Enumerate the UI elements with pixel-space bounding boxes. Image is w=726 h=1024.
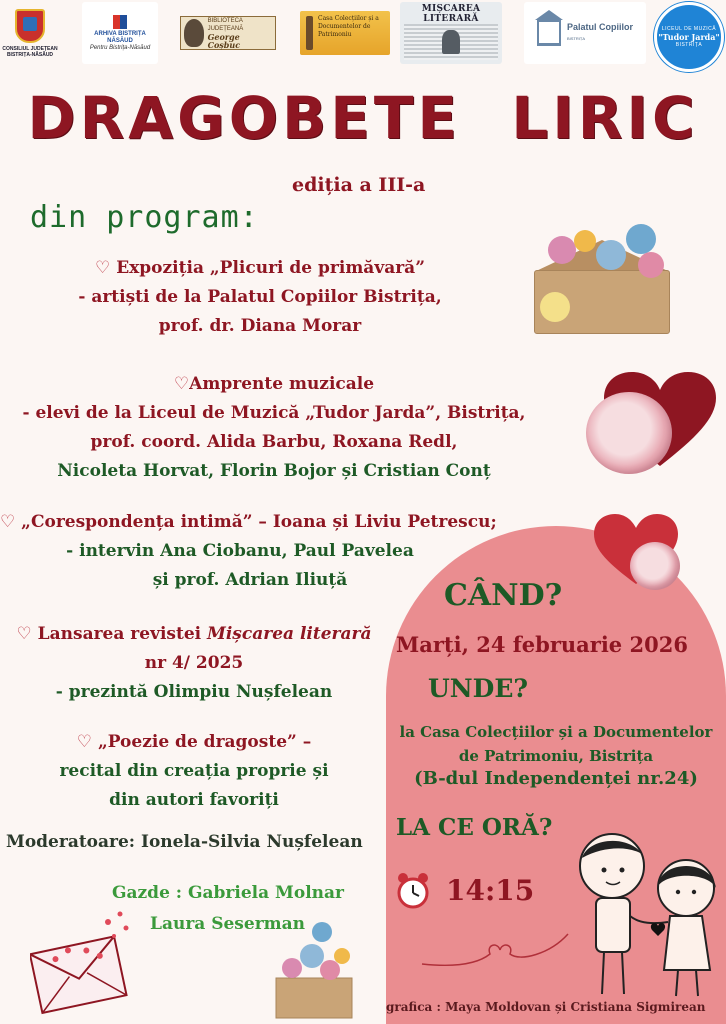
county-council-logo bbox=[0, 2, 60, 64]
wax-seal-icon bbox=[586, 392, 672, 474]
program-item-magazine-launch bbox=[4, 620, 384, 707]
place-line: de Patrimoniu, Bistrița bbox=[458, 747, 654, 765]
heart-string-decoration bbox=[420, 924, 570, 974]
item-detail: - elevi de la Liceul de Muzică „Tudor Jarda”, Bistrița, bbox=[22, 403, 526, 423]
liceu-logo-top: LICEUL DE MUZICĂ bbox=[661, 26, 717, 32]
pen-icon bbox=[306, 16, 313, 50]
item-detail: și prof. Adrian Iliuță bbox=[152, 570, 348, 590]
host-line: Laura Seserman bbox=[150, 914, 306, 934]
graphics-credit: grafica : Maya Moldovan și Cristiana Sigmirean bbox=[386, 1000, 706, 1014]
heart-icon: ♡ bbox=[95, 258, 111, 278]
miscarea-literara-logo bbox=[400, 2, 502, 64]
item-title: „Poezie de dragoste” – bbox=[97, 732, 312, 752]
flower-envelope-illustration bbox=[534, 230, 670, 334]
item-title: Expoziția „Plicuri de primăvară” bbox=[116, 258, 425, 278]
item-detail: - artiști de la Palatul Copiilor Bistrița, bbox=[78, 287, 442, 307]
program-item-poetry bbox=[14, 728, 374, 815]
poster-title: DRAGOBETE LIRIC bbox=[27, 84, 699, 152]
host-line: Gazde : Gabriela Molnar bbox=[112, 883, 344, 903]
archive-logo bbox=[82, 2, 158, 64]
alarm-clock-icon bbox=[394, 872, 432, 910]
archive-logo-text: ARHIVA BISTRIȚA NĂSĂUD bbox=[94, 31, 146, 44]
library-logo bbox=[180, 2, 276, 64]
program-item-music bbox=[14, 370, 534, 486]
item-detail: din autori favoriți bbox=[109, 790, 279, 810]
where-heading: UNDE? bbox=[428, 674, 529, 703]
county-shield-icon bbox=[15, 9, 45, 43]
item-detail: - intervin Ana Ciobanu, Paul Pavelea bbox=[66, 541, 414, 561]
heart-icon: ♡ bbox=[173, 374, 190, 394]
event-place bbox=[386, 720, 726, 768]
item-detail: - prezintă Olimpiu Nușfelean bbox=[55, 682, 333, 702]
portrait-icon bbox=[184, 19, 204, 47]
flower-envelope-small-illustration bbox=[268, 916, 360, 1020]
item-detail: Nicoleta Horvat, Florin Bojor și Cristian Conț bbox=[57, 461, 491, 481]
item-detail: prof. dr. Diana Morar bbox=[158, 316, 362, 336]
program-item-exhibition bbox=[20, 254, 500, 341]
item-title: Lansarea revistei bbox=[37, 624, 208, 644]
when-heading: CÂND? bbox=[444, 578, 563, 613]
liceu-logo-city: BISTRIȚA bbox=[675, 42, 703, 48]
palace-icon bbox=[537, 20, 561, 46]
palat-logo-text: Palatul Copiilor BISTRIȚA bbox=[566, 22, 633, 41]
heart-icon: ♡ bbox=[0, 512, 16, 532]
event-date: Marți, 24 februarie 2026 bbox=[396, 632, 688, 657]
place-line: la Casa Colecțiilor și a Documentelor bbox=[399, 723, 713, 741]
heart-icon: ♡ bbox=[16, 624, 32, 644]
library-logo-text: BIBLIOTECA JUDEȚEANĂ George Coșbuc bbox=[207, 18, 244, 50]
couple-illustration bbox=[568, 832, 726, 1000]
moderator-line: Moderatoare: Ionela-Silvia Nușfelean bbox=[6, 832, 363, 852]
item-title: Amprente muzicale bbox=[189, 374, 375, 394]
archive-motto: Pentru Bistrița-Năsăud bbox=[89, 45, 151, 51]
heart-icon: ♡ bbox=[76, 732, 93, 752]
time-heading: LA CE ORĂ? bbox=[396, 814, 553, 841]
county-logo-caption: CONSILIUL JUDEȚEAN BISTRIȚA-NĂSĂUD bbox=[2, 45, 58, 58]
program-heading: din program: bbox=[30, 200, 259, 235]
liceu-logo-name: "Tudor Jarda" bbox=[658, 32, 720, 42]
love-letter-illustration bbox=[30, 908, 134, 1020]
edition-label: ediția a III-a bbox=[292, 174, 426, 196]
casa-colectiilor-logo bbox=[300, 2, 390, 64]
item-detail: prof. coord. Alida Barbu, Roxana Redl, bbox=[90, 432, 458, 452]
archive-flag-icon bbox=[113, 15, 127, 29]
partner-logos bbox=[0, 0, 726, 72]
palatul-copiilor-logo bbox=[524, 2, 646, 64]
item-title: „Corespondența intimă” – Ioana și Liviu Petrescu; bbox=[21, 512, 497, 532]
liceu-muzica-logo bbox=[654, 2, 724, 72]
event-time: 14:15 bbox=[446, 874, 535, 907]
magazine-name: Mișcarea literară bbox=[207, 624, 372, 644]
newspaper-page-icon bbox=[404, 24, 498, 60]
miscarea-logo-text: MIȘCAREA LITERARĂ bbox=[421, 4, 481, 24]
item-detail: nr 4/ 2025 bbox=[144, 653, 244, 673]
event-address: (B-dul Independenței nr.24) bbox=[414, 768, 698, 789]
wax-seal-icon bbox=[630, 542, 680, 590]
item-detail: recital din creația proprie și bbox=[59, 761, 329, 781]
casa-logo-text: Casa Colecțiilor și a Documentelor de Patrimoniu bbox=[318, 15, 379, 38]
